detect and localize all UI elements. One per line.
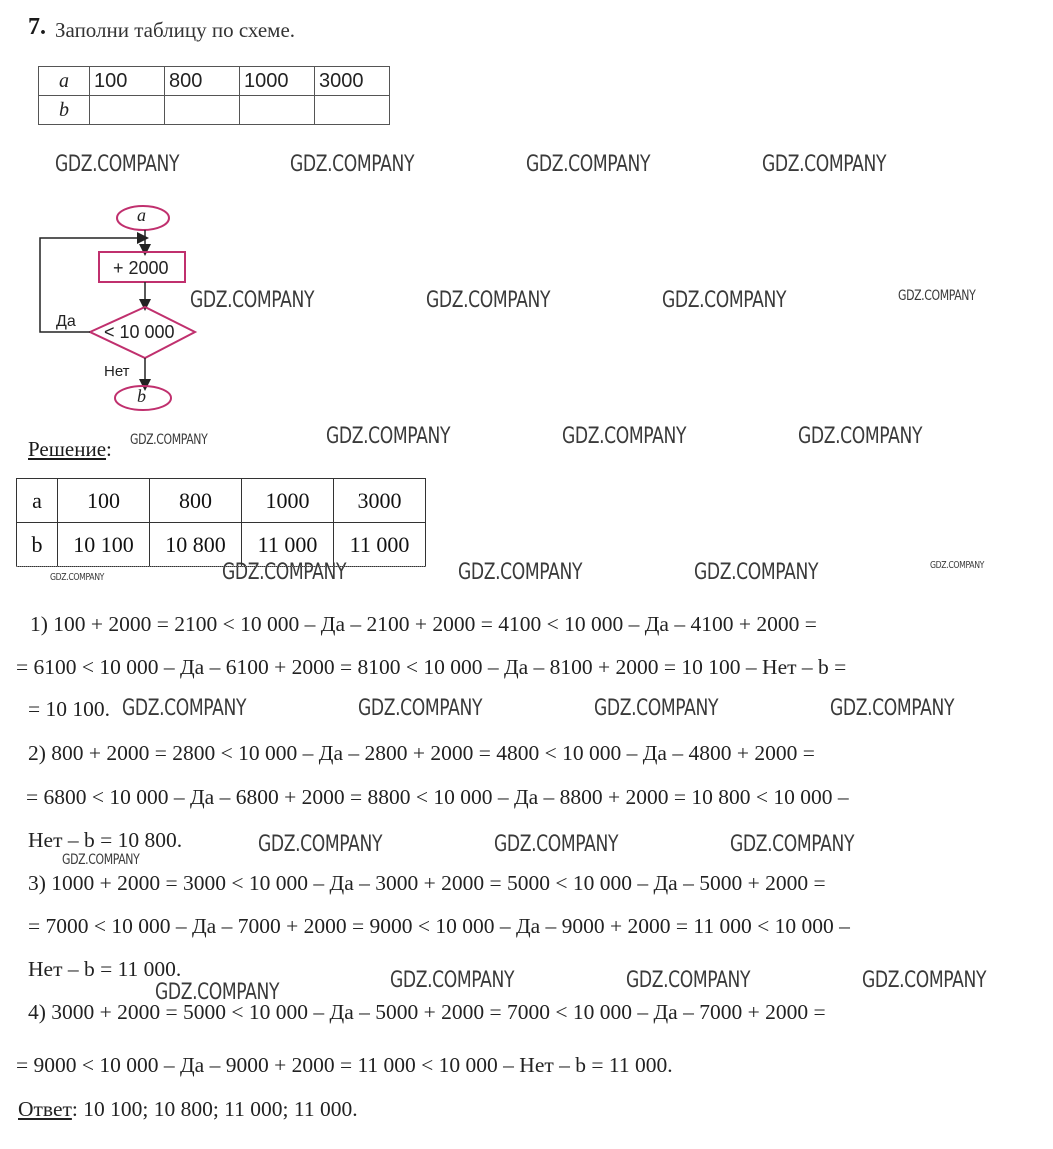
- task-table-cell-empty: [315, 96, 390, 125]
- watermark: GDZ.COMPANY: [494, 832, 619, 857]
- solution-line: = 10 100.: [28, 697, 111, 721]
- task-table-cell: 800: [165, 67, 240, 96]
- solution-label-colon: :: [106, 437, 112, 461]
- solution-table-cell: 11 000: [334, 523, 426, 567]
- task-table-cell-empty: [90, 96, 165, 125]
- watermark: GDZ.COMPANY: [190, 288, 315, 313]
- watermark: GDZ.COMPANY: [762, 152, 887, 177]
- flowchart-no-label: Нет: [104, 363, 130, 380]
- solution-table-row-a: [17, 479, 426, 523]
- watermark: GDZ.COMPANY: [55, 152, 180, 177]
- flowchart-operation-label: + 2000: [113, 258, 169, 278]
- table-divider: [16, 566, 426, 567]
- task-number: 7.: [28, 14, 46, 40]
- watermark: GDZ.COMPANY: [526, 152, 651, 177]
- solution-line: Нет – b = 10 800.: [28, 828, 183, 852]
- watermark: GDZ.COMPANY: [458, 560, 583, 585]
- task-table-label-a: a: [39, 67, 90, 96]
- solution-line: = 7000 < 10 000 – Да – 7000 + 2000 = 9000 < 10 000 – Да – 9000 + 2000 = 11 000 < 10 000 –: [28, 914, 850, 938]
- watermark: GDZ.COMPANY: [862, 968, 987, 993]
- solution-table-cell: 10 800: [150, 523, 242, 567]
- watermark: GDZ.COMPANY: [62, 852, 140, 868]
- watermark: GDZ.COMPANY: [594, 696, 719, 721]
- watermark: GDZ.COMPANY: [122, 696, 247, 721]
- solution-line: = 9000 < 10 000 – Да – 9000 + 2000 = 11 000 < 10 000 – Нет – b = 11 000.: [16, 1053, 673, 1077]
- solution-line: 3) 1000 + 2000 = 3000 < 10 000 – Да – 3000 + 2000 = 5000 < 10 000 – Да – 5000 + 2000 =: [28, 871, 826, 895]
- answer: [18, 1097, 358, 1122]
- task-table-cell: 1000: [240, 67, 315, 96]
- solution-table-cell: 800: [150, 479, 242, 523]
- task-table-cell: 3000: [315, 67, 390, 96]
- watermark: GDZ.COMPANY: [258, 832, 383, 857]
- watermark: GDZ.COMPANY: [130, 432, 208, 448]
- solution-table-cell: 11 000: [242, 523, 334, 567]
- solution-line: = 6100 < 10 000 – Да – 6100 + 2000 = 8100 < 10 000 – Да – 8100 + 2000 = 10 100 – Нет – b =: [16, 655, 847, 679]
- watermark: GDZ.COMPANY: [798, 424, 923, 449]
- watermark: GDZ.COMPANY: [898, 288, 976, 304]
- task-instruction: Заполни таблицу по схеме.: [55, 18, 296, 42]
- solution-line: Нет – b = 11 000.: [28, 957, 182, 981]
- solution-table-cell: 100: [58, 479, 150, 523]
- flowchart-end-label: b: [137, 386, 146, 406]
- answer-text: : 10 100; 10 800; 11 000; 11 000.: [71, 1097, 358, 1121]
- task-table-cell-empty: [165, 96, 240, 125]
- answer-label: Ответ: [18, 1097, 72, 1121]
- watermark: GDZ.COMPANY: [562, 424, 687, 449]
- flowchart-start-label: a: [137, 205, 146, 225]
- solution-label-text: Решение: [28, 437, 107, 461]
- watermark: GDZ.COMPANY: [694, 560, 819, 585]
- solution-table-cell: 3000: [334, 479, 426, 523]
- task-table-cell: 100: [90, 67, 165, 96]
- solution-line: 4) 3000 + 2000 = 5000 < 10 000 – Да – 5000 + 2000 = 7000 < 10 000 – Да – 7000 + 2000 =: [28, 1000, 826, 1024]
- solution-line: 1) 100 + 2000 = 2100 < 10 000 – Да – 2100 + 2000 = 4100 < 10 000 – Да – 4100 + 2000 =: [30, 612, 817, 636]
- watermark: GDZ.COMPANY: [222, 560, 347, 585]
- task-table-row-a: [39, 67, 390, 96]
- task-table-label-b: b: [39, 96, 90, 125]
- solution-table-label-a: a: [17, 479, 58, 523]
- solution-table-label-b: b: [17, 523, 58, 567]
- solution-table-cell: 1000: [242, 479, 334, 523]
- flowchart-yes-label: Да: [56, 313, 76, 330]
- watermark: GDZ.COMPANY: [426, 288, 551, 313]
- watermark: GDZ.COMPANY: [730, 832, 855, 857]
- watermark: GDZ.COMPANY: [830, 696, 955, 721]
- watermark: GDZ.COMPANY: [626, 968, 751, 993]
- solution-table-cell: 10 100: [58, 523, 150, 567]
- solution-table-row-b: [17, 523, 426, 567]
- task-table: [38, 66, 390, 125]
- watermark: GDZ.COMPANY: [290, 152, 415, 177]
- watermark: GDZ.COMPANY: [155, 980, 280, 1005]
- solution-table: [16, 478, 426, 567]
- watermark: GDZ.COMPANY: [390, 968, 515, 993]
- task-table-cell-empty: [240, 96, 315, 125]
- flowchart-condition-label: < 10 000: [104, 322, 175, 342]
- solution-label: [28, 437, 112, 462]
- solution-line: 2) 800 + 2000 = 2800 < 10 000 – Да – 2800 + 2000 = 4800 < 10 000 – Да – 4800 + 2000 =: [28, 741, 815, 765]
- watermark: GDZ.COMPANY: [326, 424, 451, 449]
- watermark: GDZ.COMPANY: [358, 696, 483, 721]
- solution-line: = 6800 < 10 000 – Да – 6800 + 2000 = 8800 < 10 000 – Да – 8800 + 2000 = 10 800 < 10 000 –: [26, 785, 849, 809]
- task-table-row-b: [39, 96, 390, 125]
- watermark: GDZ.COMPANY: [50, 572, 105, 583]
- watermark: GDZ.COMPANY: [930, 560, 985, 571]
- watermark: GDZ.COMPANY: [662, 288, 787, 313]
